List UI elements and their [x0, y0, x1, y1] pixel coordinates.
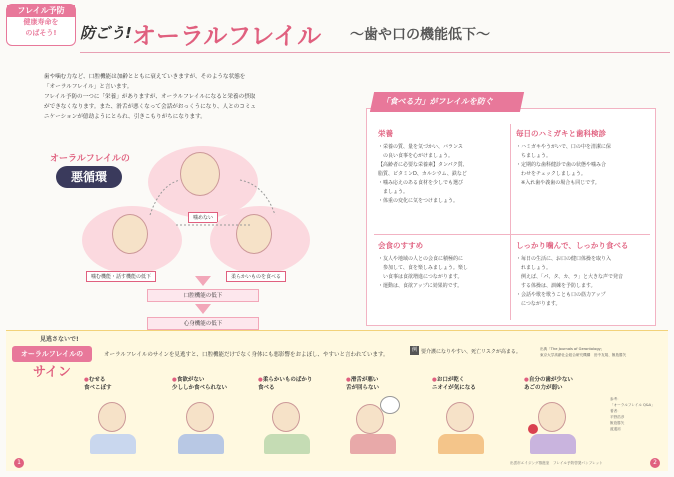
- sign-label-line2: 舌が回らない: [346, 385, 380, 391]
- ref-line: 飯島勝矢: [610, 421, 625, 425]
- section-brushing: [516, 128, 652, 188]
- sign-card-soft-food: [258, 376, 328, 458]
- cycle-arrows: [130, 170, 290, 230]
- cycle-caption-left: 噛む機能・話す機能の低下: [86, 271, 156, 282]
- page-number-left: 1: [14, 458, 24, 468]
- reference-note: [610, 396, 655, 432]
- ref-line: 渡邊裕: [610, 427, 621, 431]
- intro-line: ができなくなります。また、滑舌が悪くなって会話がおっくうになり、人とのコミュ: [44, 104, 257, 110]
- ref-line: 著者：: [610, 409, 621, 413]
- text-line: 脂質、ビタミンD、カルシウム、鉄など: [378, 171, 467, 177]
- bullet-icon: ●: [258, 377, 263, 383]
- title-divider: [80, 52, 670, 53]
- intro-line: ニケーションが億劫ようにとられ、引きこもりがちになります。: [44, 114, 206, 120]
- sign-card-dry-mouth: [432, 376, 502, 458]
- section-chewing: [516, 240, 652, 309]
- source-line: 東京大学高齢社会総合研究機構 田中友規、飯島勝矢: [540, 353, 627, 357]
- section-nutrition: [378, 128, 506, 206]
- cycle-caption-top: 噛めない: [188, 212, 218, 223]
- sign-label-line1: 柔らかいものばかり: [262, 377, 313, 383]
- sign-label-line1: 自分の歯が少ない: [528, 377, 573, 383]
- text-line: する体操は、訓練を予防します。: [516, 283, 596, 289]
- sign-card-no-appetite: [172, 376, 242, 458]
- sign-label-line1: お口が乾く: [436, 377, 465, 383]
- panel-ribbon-label: 「食べる力」がフレイルを防ぐ: [381, 97, 495, 106]
- title-main: オーラルフレイル: [132, 22, 322, 50]
- text-line: ・ハミガキやうがいで、口の中を清潔に保: [516, 144, 611, 150]
- sign-label: [84, 376, 154, 384]
- sign-card-few-teeth: [524, 376, 594, 458]
- section-brushing-text: [516, 143, 652, 188]
- text-line: ましょう。: [378, 189, 409, 195]
- section-group-meals-heading: 会食のすすめ: [378, 241, 424, 250]
- sign-label-line1: 滑舌が悪い: [350, 377, 379, 383]
- example-tag: 例: [411, 347, 417, 353]
- text-line: の良い食事を心がけましょう。: [378, 153, 454, 159]
- sign-label-line2: 食べこぼす: [84, 385, 112, 391]
- text-line: ちましょう。: [516, 153, 552, 159]
- sign-label: [432, 376, 502, 384]
- sign-label-line1: 食欲がない: [176, 377, 205, 383]
- bullet-icon: ●: [172, 377, 177, 383]
- panel-divider-horizontal: [374, 234, 650, 235]
- text-line: につながります。: [516, 301, 561, 307]
- person-speaking-illustration: [346, 396, 406, 458]
- text-line: ・毎日の生活に、お口の健口体操を取り入: [516, 256, 612, 262]
- signs-label-bottom: サイン: [32, 365, 72, 380]
- text-line: 参加して、食を楽しみましょう。楽し: [378, 265, 468, 271]
- bullet-icon: ●: [346, 377, 351, 383]
- sign-label: [258, 376, 328, 384]
- intro-line: 歯や噛む力など、口腔機能は加齢とともに衰えていきますが、そのような状態を: [44, 74, 246, 80]
- person-dry-mouth-illustration: [432, 396, 492, 458]
- arrow-down-icon: [195, 276, 211, 286]
- page-number-right: 2: [650, 458, 660, 468]
- section-group-meals: [378, 240, 506, 291]
- badge-line2: 健康寿命を: [23, 18, 59, 26]
- text-line: ・定期的な歯科健診で歯の状態や噛み合: [516, 162, 607, 168]
- text-line: 例えば、「パ、タ、カ、ラ」と大きな声で発音: [516, 274, 624, 280]
- title-subtitle: 〜歯や口の機能低下〜: [350, 27, 490, 43]
- text-line: れましょう。: [516, 265, 552, 271]
- text-line: わせをチェックしましょう。: [516, 171, 586, 177]
- sign-label-line2: ニオイが気になる: [432, 385, 476, 391]
- source-line: 出典「The Journals of Gerontology」: [540, 347, 605, 351]
- bullet-icon: ●: [432, 377, 437, 383]
- ref-line: 参考：: [610, 397, 621, 401]
- person-soft-food-illustration: [258, 396, 318, 458]
- example-text: 要介護になりやすい、死亡リスクが高まる。: [421, 349, 521, 355]
- sign-label-line2: 食べる: [258, 385, 275, 391]
- intro-text: [44, 72, 334, 122]
- cycle-title: オーラルフレイルの: [50, 154, 130, 164]
- intro-line: フレイル予防の一つに「栄養」がありますが、オーラルフレイルになると栄養の摂取: [44, 94, 256, 100]
- section-nutrition-heading: 栄養: [378, 129, 393, 138]
- person-choking-illustration: [84, 396, 144, 458]
- bullet-icon: ●: [524, 377, 529, 383]
- sign-label: [346, 376, 416, 384]
- person-no-appetite-illustration: [172, 396, 232, 458]
- sign-label: [524, 376, 594, 384]
- text-line: 【高齢者に必要な栄養素】タンパク質、: [378, 162, 468, 168]
- text-line: ・友人や地域の人との会食に積極的に: [378, 256, 464, 262]
- intro-line: 「オーラルフレイル」と言います。: [44, 84, 133, 90]
- ref-line: 「オーラルフレイル Q&A」: [610, 403, 655, 407]
- signs-label-top: オーラルフレイルの: [12, 346, 92, 362]
- sign-card-slurred-speech: [346, 376, 416, 458]
- panel-ribbon: [370, 92, 524, 112]
- section-group-meals-text: [378, 255, 506, 291]
- section-brushing-heading: 毎日のハミガキと歯科検診: [516, 129, 606, 138]
- text-line: ※入れ歯や義歯の場合も同じです。: [516, 180, 600, 186]
- oral-function-decline-box: 口腔機能の低下: [147, 289, 259, 302]
- frailty-prevention-badge: [6, 4, 76, 46]
- panel-divider-vertical: [510, 124, 511, 320]
- signs-description: オーラルフレイルのサインを見逃すと、口腔機能だけでなく身体にも悪影響をおよぼし、やすいと言われています。: [104, 352, 389, 358]
- person-apple-illustration: [524, 396, 584, 458]
- text-line: ・会話や歌を歌うことも口の筋力アップ: [516, 292, 606, 298]
- bullet-icon: ●: [84, 377, 89, 383]
- badge-line3: のばそう!: [25, 29, 57, 37]
- sign-label: [172, 376, 242, 384]
- badge-line1: フレイル予防: [7, 5, 75, 17]
- text-line: ・栄養の質、量を気づかい、バランス: [378, 144, 463, 150]
- ref-line: 平野浩彦: [610, 415, 625, 419]
- section-nutrition-text: [378, 143, 506, 206]
- text-line: ・体重の変化に気をつけましょう。: [378, 198, 459, 204]
- dont-miss-label: 見逃さないで!: [40, 336, 79, 343]
- text-line: い食事は食欲増進につながります。: [378, 274, 463, 280]
- cycle-caption-right: 柔らかいものを食べる: [226, 271, 286, 282]
- footer-credit: 出雲市エイジング推進室 フレイル予防啓発パンフレット: [510, 461, 603, 465]
- sign-card-choking: [84, 376, 154, 458]
- arrow-down-icon: [195, 304, 211, 314]
- sign-label-line2: 少ししか食べられない: [172, 385, 228, 391]
- text-line: ・運動は、食欲アップに効果的です。: [378, 283, 463, 289]
- source-citation: [540, 346, 664, 358]
- section-chewing-heading: しっかり噛んで、しっかり食べる: [516, 241, 629, 250]
- sign-label-line2: あごの力が弱い: [524, 385, 563, 391]
- title-prefix: 防ごう!: [80, 24, 132, 42]
- cycle-badge: 悪循環: [56, 166, 122, 188]
- sign-label-line1: むせる: [88, 377, 106, 383]
- physical-decline-box: 心身機能の低下: [147, 317, 259, 330]
- section-chewing-text: [516, 255, 652, 309]
- text-line: ・噛み応えのある食材を少しでも選び: [378, 180, 464, 186]
- page-title: [80, 14, 670, 50]
